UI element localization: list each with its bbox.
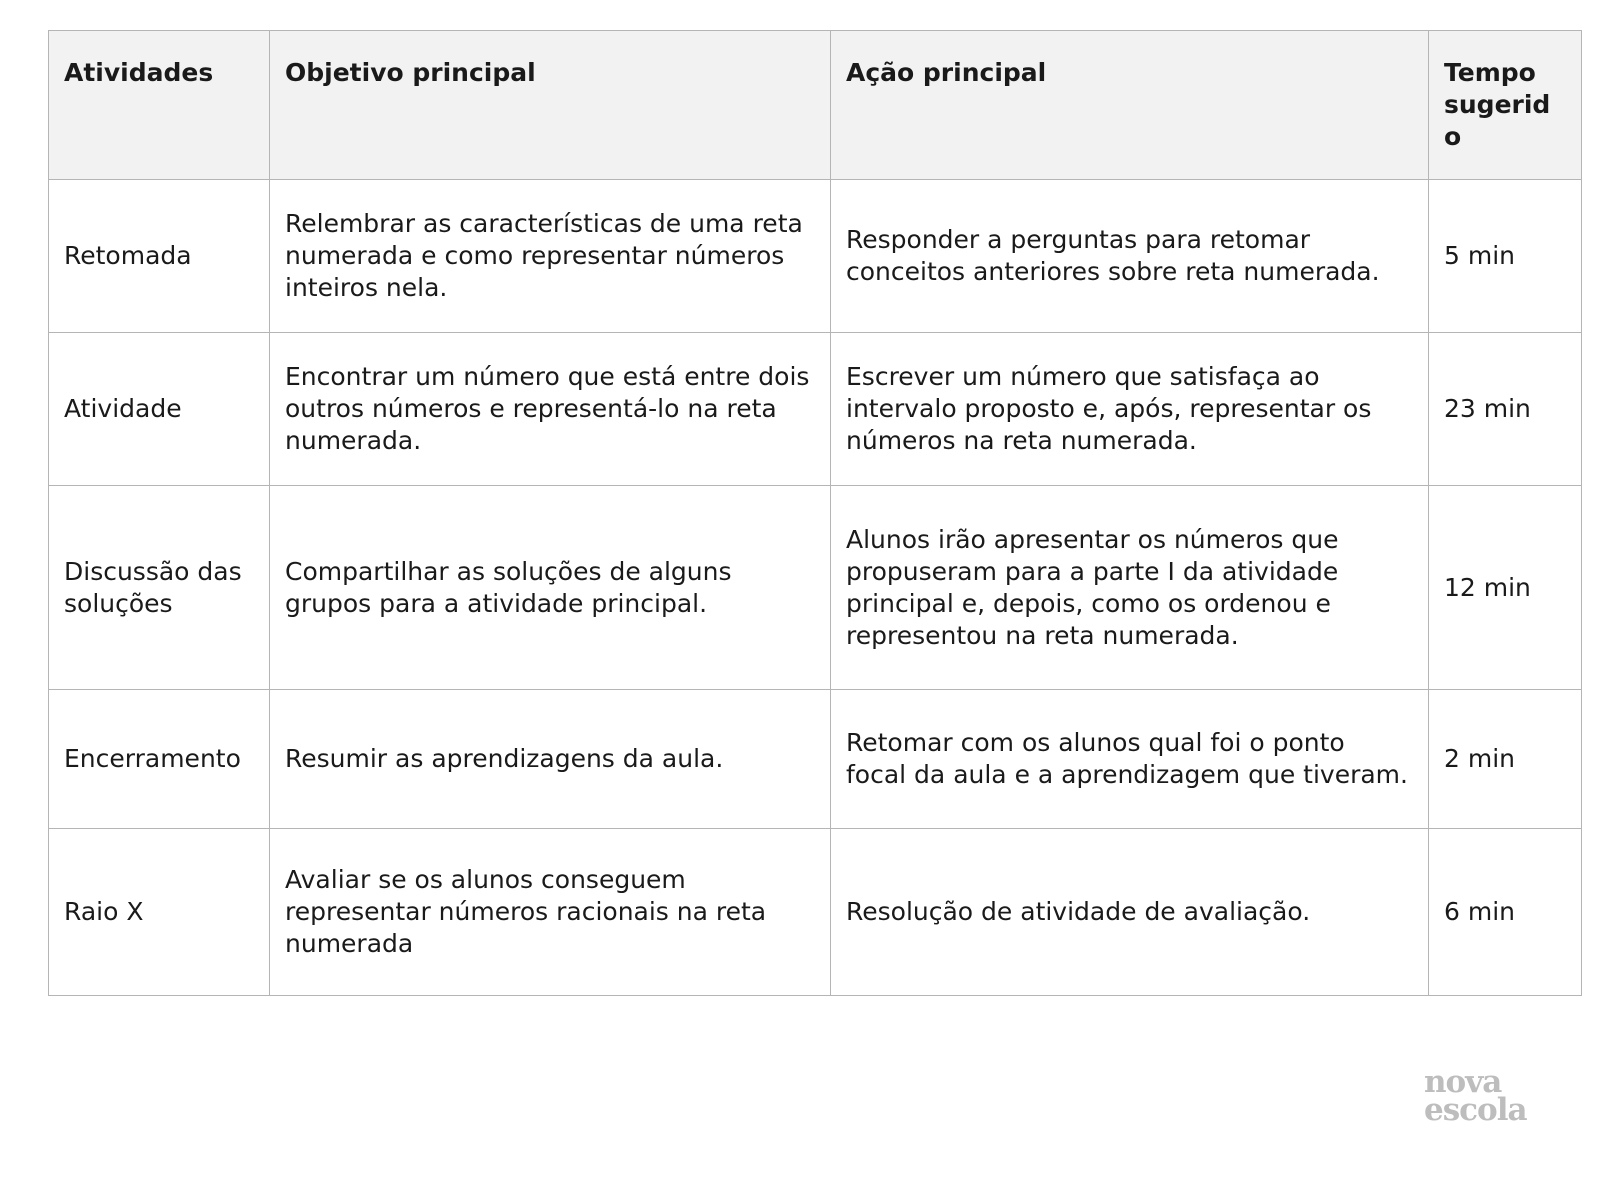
cell-tempo: 6 min — [1429, 829, 1582, 996]
header-tempo-sugerido: Tempo sugerido — [1429, 31, 1582, 180]
cell-objetivo: Encontrar um número que está entre dois outros números e representá-lo na reta numerada. — [270, 333, 831, 486]
header-objetivo-principal: Objetivo principal — [270, 31, 831, 180]
nova-escola-logo — [1424, 1064, 1544, 1128]
table-body — [49, 180, 1582, 996]
cell-acao: Retomar com os alunos qual foi o ponto focal da aula e a aprendizagem que tiveram. — [831, 690, 1429, 829]
cell-tempo: 2 min — [1429, 690, 1582, 829]
header-acao-principal: Ação principal — [831, 31, 1429, 180]
table-row — [49, 180, 1582, 333]
table-row — [49, 829, 1582, 996]
cell-acao: Resolução de atividade de avaliação. — [831, 829, 1429, 996]
table-row — [49, 333, 1582, 486]
cell-objetivo: Avaliar se os alunos conseguem representar números racionais na reta numerada — [270, 829, 831, 996]
cell-atividade: Encerramento — [49, 690, 270, 829]
logo-line-2: escola — [1424, 1092, 1527, 1128]
cell-tempo: 12 min — [1429, 486, 1582, 690]
cell-acao: Alunos irão apresentar os números que propuseram para a parte I da atividade principal e, depois, como os ordenou e representou na reta numerada. — [831, 486, 1429, 690]
cell-atividade: Atividade — [49, 333, 270, 486]
header-atividades: Atividades — [49, 31, 270, 180]
cell-objetivo: Compartilhar as soluções de alguns grupos para a atividade principal. — [270, 486, 831, 690]
cell-acao: Responder a perguntas para retomar conceitos anteriores sobre reta numerada. — [831, 180, 1429, 333]
logo-line-1: nova — [1424, 1064, 1502, 1100]
cell-atividade: Raio X — [49, 829, 270, 996]
cell-atividade: Retomada — [49, 180, 270, 333]
cell-atividade: Discussão das soluções — [49, 486, 270, 690]
cell-tempo: 23 min — [1429, 333, 1582, 486]
table-row — [49, 690, 1582, 829]
header-row — [49, 31, 1582, 180]
cell-acao: Escrever um número que satisfaça ao intervalo proposto e, após, representar os números na reta numerada. — [831, 333, 1429, 486]
cell-tempo: 5 min — [1429, 180, 1582, 333]
table-row — [49, 486, 1582, 690]
cell-objetivo: Resumir as aprendizagens da aula. — [270, 690, 831, 829]
cell-objetivo: Relembrar as características de uma reta numerada e como representar números inteiros nela. — [270, 180, 831, 333]
lesson-plan-table — [48, 30, 1582, 996]
table-header — [49, 31, 1582, 180]
